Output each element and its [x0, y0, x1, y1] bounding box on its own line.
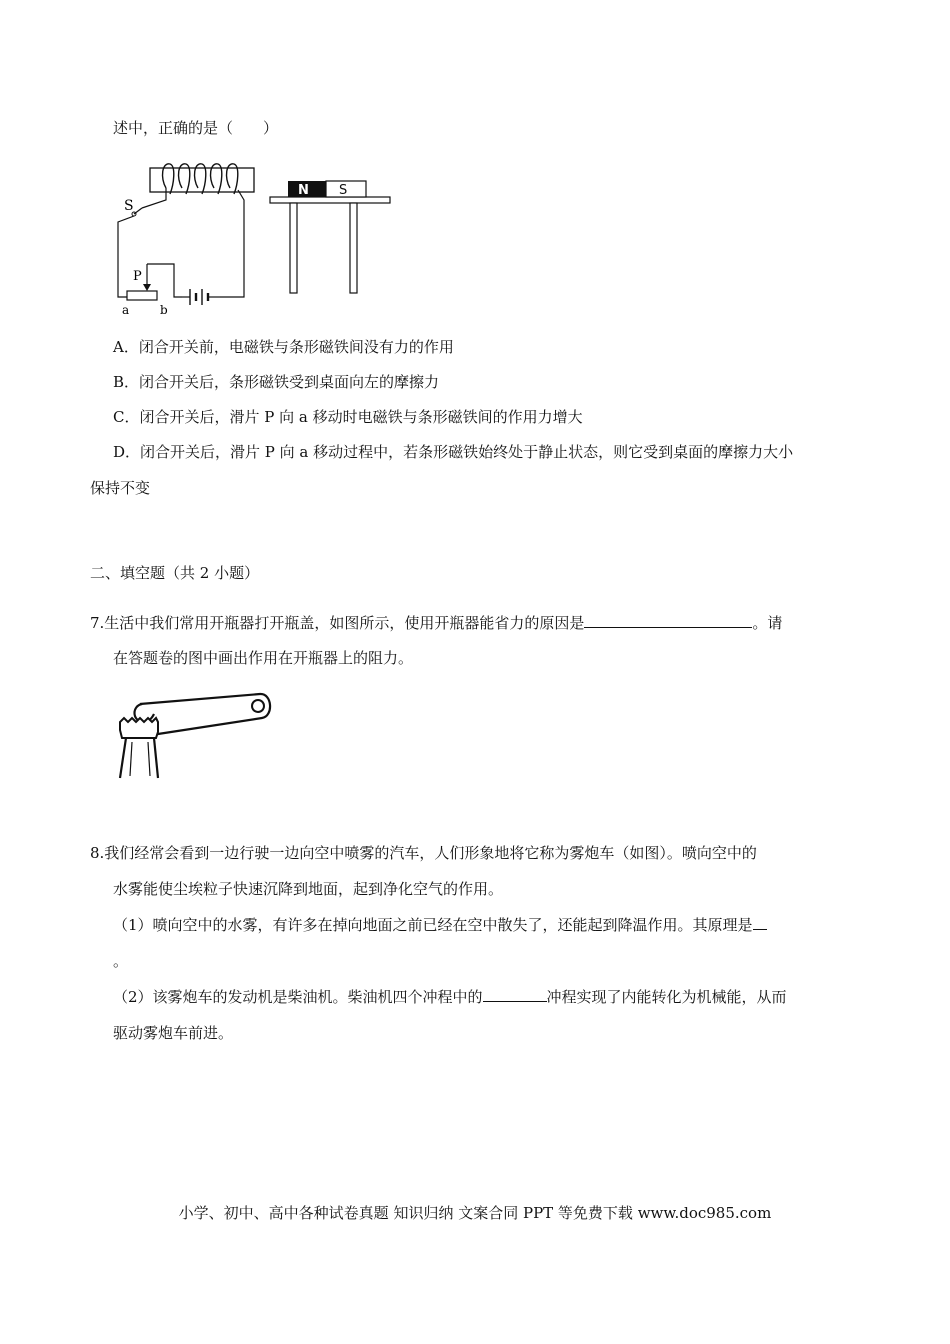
- q6-option-b: B．闭合开关后，条形磁铁受到桌面向左的摩擦力: [113, 373, 440, 391]
- q6-option-a: A．闭合开关前，电磁铁与条形磁铁间没有力的作用: [113, 338, 454, 356]
- magnet-s-label: S: [339, 183, 348, 198]
- section-title: 二、填空题（共 2 小题）: [90, 564, 260, 582]
- magnet-n-label: N: [298, 183, 309, 198]
- q8-line1: 8.我们经常会看到一边行驶一边向空中喷雾的汽车，人们形象地将它称为雾炮车（如图）。喷向空中的: [90, 844, 757, 862]
- q7-line2: 在答题卷的图中画出作用在开瓶器上的阻力。: [113, 649, 414, 667]
- q7-text-before: 7.生活中我们常用开瓶器打开瓶盖，如图所示，使用开瓶器能省力的原因是: [90, 614, 585, 632]
- q7-text-after: 。请: [752, 614, 783, 632]
- q6-option-d: D．闭合开关后，滑片 P 向 a 移动过程中，若条形磁铁始终处于静止状态，则它受到桌面的摩擦力大小: [113, 443, 794, 461]
- q8-sub2-blank[interactable]: [483, 987, 547, 1002]
- end-a-label: a: [122, 303, 130, 317]
- q8-sub1-text: （1）喷向空中的水雾，有许多在掉向地面之前已经在空中散失了，还能起到降温作用。其原理是: [113, 916, 753, 934]
- q8-line2: 水雾能使尘埃粒子快速沉降到地面，起到净化空气的作用。: [113, 880, 504, 898]
- q6-stem-tail: 述中，正确的是（ ）: [113, 119, 279, 137]
- q7-line1: [90, 613, 782, 633]
- q8-sub1-blank[interactable]: [753, 915, 767, 930]
- q8-sub2-after: 冲程实现了内能转化为机械能，从而: [546, 988, 787, 1006]
- switch-label: S: [124, 198, 134, 214]
- end-b-label: b: [160, 303, 168, 317]
- q6-option-c: C．闭合开关后，滑片 P 向 a 移动时电磁铁与条形磁铁间的作用力增大: [113, 408, 583, 426]
- q8-sub2: [113, 987, 787, 1007]
- q8-sub2-before: （2）该雾炮车的发动机是柴油机。柴油机四个冲程中的: [113, 988, 483, 1006]
- electromagnet-circuit-figure: [112, 160, 397, 320]
- q7-answer-blank[interactable]: [584, 613, 752, 628]
- q6-option-d-cont: 保持不变: [90, 479, 151, 497]
- q8-sub1: [113, 915, 767, 935]
- bottle-opener-figure: [112, 690, 277, 782]
- q8-sub2-line2: 驱动雾炮车前进。: [113, 1024, 234, 1042]
- slider-label: P: [133, 269, 142, 284]
- footer-text: 小学、初中、高中各种试卷真题 知识归纳 文案合同 PPT 等免费下载 www.doc985.com: [178, 1204, 772, 1222]
- q8-sub1-end: 。: [113, 952, 129, 970]
